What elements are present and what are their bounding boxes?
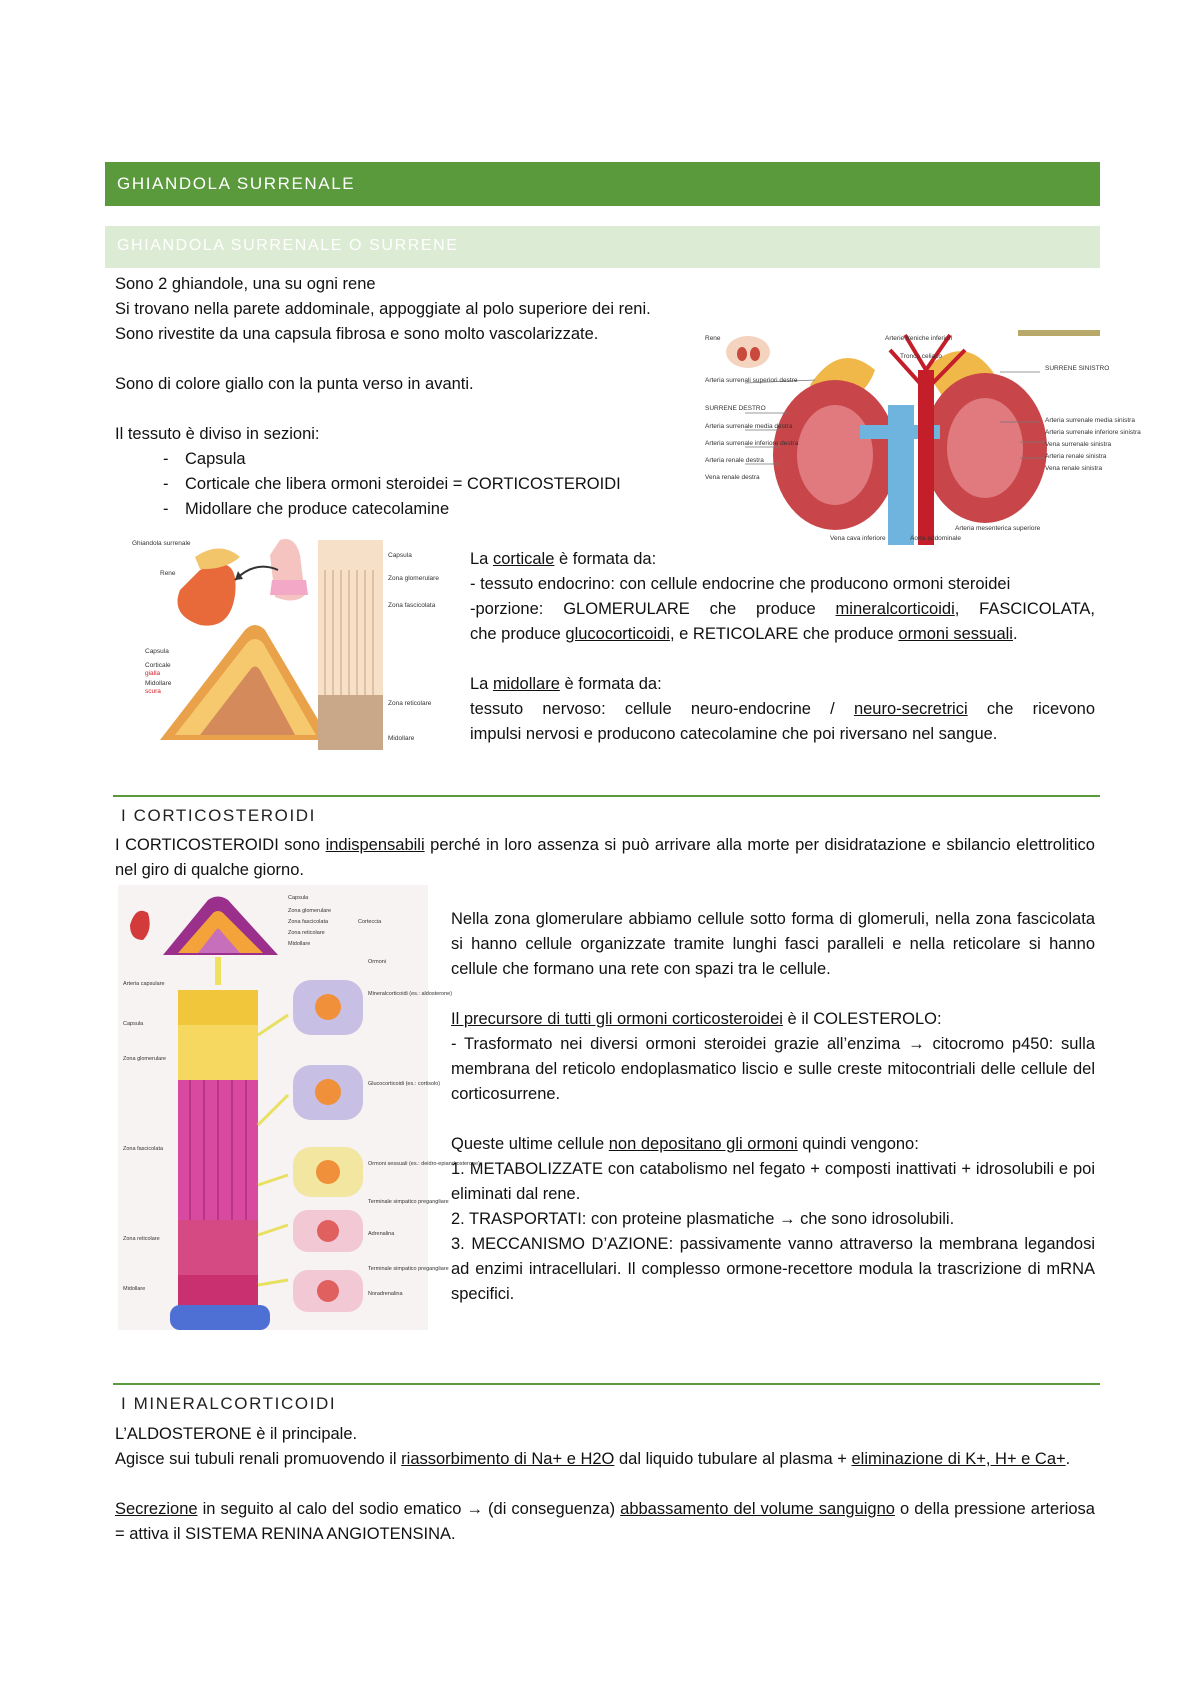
underlined-term: Secrezione xyxy=(115,1500,198,1518)
list-dash: - xyxy=(163,500,169,518)
medulla-intro xyxy=(470,672,662,697)
text: , e RETICOLARE che produce xyxy=(669,625,899,643)
zone-label: Terminale simpatico pregangliare xyxy=(368,1266,449,1272)
list-dash: - xyxy=(163,475,169,493)
text: . xyxy=(1012,625,1018,643)
mineral-line: L’ALDOSTERONE è il principale. xyxy=(115,1425,358,1443)
zone-label: Terminale simpatico pregangliare xyxy=(368,1199,449,1205)
text: in seguito al calo del sodio ematico → (di conseguenza) xyxy=(197,1500,621,1518)
image-strip xyxy=(1018,330,1100,336)
cortex-intro xyxy=(470,547,656,572)
text: perché in loro assenza si può arrivare alla morte per disidratazione e sbilancio elettrolitico nel giro di qualche giorno. xyxy=(115,836,1095,879)
underlined-term: non depositano gli ormoni xyxy=(608,1135,798,1153)
gland-label: Capsula xyxy=(145,648,169,655)
gland-label: Zona fascicolata xyxy=(388,602,436,609)
zone-label: Zona fascicolata xyxy=(123,1146,164,1152)
section-title: I CORTICOSTEROIDI xyxy=(121,806,317,825)
capsule-layer xyxy=(178,990,258,1025)
zone-label: Adrenalina xyxy=(368,1231,395,1237)
cortex-line xyxy=(470,597,1095,622)
medulla-vessel xyxy=(170,1305,270,1330)
text: dal liquido tubulare al plasma + xyxy=(614,1450,852,1468)
kidney-label: Arteria surrenale inferiore sinistra xyxy=(1045,429,1141,436)
intro-line: Sono 2 ghiandole, una su ogni rene xyxy=(115,275,376,293)
aorta xyxy=(918,370,934,545)
gland-label: Corticale xyxy=(145,662,171,669)
cortex-line xyxy=(470,622,1018,647)
text: La xyxy=(470,675,493,693)
zone-label: Midollare xyxy=(288,941,311,947)
section-title: I MINERALCORTICOIDI xyxy=(121,1394,337,1413)
underlined-term: corticale xyxy=(492,550,555,568)
zone-label: Mineralcorticoidi (es.: aldosterone) xyxy=(368,991,453,997)
text: La xyxy=(470,550,493,568)
storage-line xyxy=(451,1132,919,1157)
kidney-label: Arteria mesenterica superiore xyxy=(955,525,1041,532)
text: , FASCICOLATA, xyxy=(954,600,1096,618)
underlined-term: midollare xyxy=(492,675,560,693)
kidney-label: Vena renale sinistra xyxy=(1045,465,1103,472)
underlined-term: mineralcorticoidi xyxy=(835,600,955,618)
underlined-term: ormoni sessuali xyxy=(898,625,1013,643)
gland-label-colored: gialla xyxy=(145,670,161,677)
kidney-label: Vena surrenale sinistra xyxy=(1045,441,1112,448)
kidney-label: Vena cava inferiore xyxy=(830,535,886,542)
kidney-label: SURRENE SINISTRO xyxy=(1045,365,1110,372)
medulla-line xyxy=(470,697,1095,722)
kidney-label: Arteria surrenali superiori destre xyxy=(705,377,798,384)
intro-line: Sono di colore giallo con la punta verso in avanti. xyxy=(115,375,474,393)
zone-label: Zona reticolare xyxy=(123,1236,160,1242)
zone-label: Noradrenalina xyxy=(368,1291,403,1297)
zone-label: Ormoni xyxy=(368,959,387,965)
list-item-text: Corticale che libera ormoni steroidei = CORTICOSTEROIDI xyxy=(185,475,621,493)
list-dash: - xyxy=(163,450,169,468)
adrenal-kidney-figure xyxy=(700,330,1141,545)
zone-label: Ormoni sessuali (es.: deidro-epiandrosterone) xyxy=(368,1161,480,1167)
mineral-paragraph xyxy=(115,1447,1095,1472)
kidney-label: Arteria renale destra xyxy=(705,457,764,464)
underlined-term: glucocorticoidi xyxy=(565,625,670,643)
zones-paragraph: Nella zona glomerulare abbiamo cellule sotto forma di glomeruli, nella zona fascicolata si hanno cellule organizzate tramite lunghi fasci paralleli e nella reticolare si hanno cellule che formano una rete con spazi tra le cellule. xyxy=(451,910,1095,978)
text: è formata da: xyxy=(559,675,662,693)
reticular-layer xyxy=(178,1220,258,1275)
zone-label: Midollare xyxy=(123,1286,146,1292)
text: o della pressione arteriosa = attiva il SISTEMA RENINA ANGIOTENSINA. xyxy=(115,1500,1095,1543)
precursor-detail: - Trasformato nei diversi ormoni steroidei grazie all’enzima → citocromo p450: sulla membrana del reticolo endoplasmatico liscio e sulle creste mitocontriali delle cellule del corticosurrene. xyxy=(451,1035,1095,1103)
zone-label: Zona reticolare xyxy=(288,930,325,936)
list-item-text: Capsula xyxy=(185,450,246,468)
zone-label: Arteria capsulare xyxy=(123,981,165,987)
intro-line: Il tessuto è diviso in sezioni: xyxy=(115,425,320,443)
gland-label: Zona glomerulare xyxy=(388,575,439,582)
text: -porzione: GLOMERULARE che produce xyxy=(470,600,836,618)
zone-label: Glucocorticoidi (es.: cortisolo) xyxy=(368,1081,441,1087)
text: che ricevono xyxy=(967,700,1095,718)
text: tessuto nervoso: cellule neuro-endocrine / xyxy=(470,700,854,718)
gland-label: Ghiandola surrenale xyxy=(132,540,191,547)
list-item xyxy=(115,447,246,472)
gland-label: Rene xyxy=(160,570,176,577)
precursor-line xyxy=(451,1007,942,1032)
kidney-label: Rene xyxy=(705,335,721,342)
section-header xyxy=(105,162,1100,206)
fate-item: 2. TRASPORTATI: con proteine plasmatiche → che sono idrosolubili. xyxy=(451,1210,955,1228)
zone-label: Capsula xyxy=(123,1021,144,1027)
gland-label: Zona reticolare xyxy=(388,700,432,707)
cortex-zones-figure xyxy=(118,885,480,1330)
intro-line: Sono rivestite da una capsula fibrosa e sono molto vascolarizzate. xyxy=(115,325,599,343)
underlined-term: Il precursore di tutti gli ormoni corticosteroidei xyxy=(451,1010,783,1028)
section-corticosteroidi-header xyxy=(113,795,1100,826)
text: è formata da: xyxy=(554,550,657,568)
mineral-paragraph xyxy=(115,1497,1095,1547)
gland-label: Midollare xyxy=(388,735,415,742)
text: Queste ultime cellule xyxy=(451,1135,609,1153)
adrenal-section-figure xyxy=(130,535,455,755)
section-title: GHIANDOLA SURRENALE xyxy=(117,174,356,193)
text: I CORTICOSTEROIDI sono xyxy=(115,836,326,854)
kidney-label: Vena renale destra xyxy=(705,474,760,481)
kidney-label: SURRENE DESTRO xyxy=(705,405,766,412)
gland-label: Capsula xyxy=(388,552,412,559)
kidney-label: Tronco celiaco xyxy=(900,353,943,360)
zone-label: Capsula xyxy=(288,895,309,901)
kidney-label: Arteria renale sinistra xyxy=(1045,453,1107,460)
kidney-label: Arteria surrenale media destra xyxy=(705,423,793,430)
fate-item: 1. METABOLIZZATE con catabolismo nel fegato + composti inattivati + idrosolubili e poi eliminati dal rene. xyxy=(451,1160,1095,1203)
zone-label: Zona fascicolata xyxy=(288,919,329,925)
list-item xyxy=(115,472,621,497)
section-mineralcorticoidi-header xyxy=(113,1383,1100,1414)
text: che produce xyxy=(470,625,566,643)
medulla-line: impulsi nervosi e producono catecolamine che poi riversano nel sangue. xyxy=(470,725,998,743)
text: è il COLESTEROLO: xyxy=(782,1010,942,1028)
kidney-label: Arteria surrenale media sinistra xyxy=(1045,417,1135,424)
zone-label: Corteccia xyxy=(358,919,382,925)
zone-label: Zona glomerulare xyxy=(123,1056,167,1062)
cortico-paragraph xyxy=(115,833,1095,883)
text: . xyxy=(1065,1450,1071,1468)
underlined-term: riassorbimento di Na+ e H2O xyxy=(401,1450,615,1468)
underlined-term: indispensabili xyxy=(325,836,425,854)
zone-label: Zona glomerulare xyxy=(288,908,332,914)
underlined-term: abbassamento del volume sanguigno xyxy=(620,1500,895,1518)
kidney-label: Aorta addominale xyxy=(910,535,961,542)
underlined-term: neuro-secretrici xyxy=(853,700,968,718)
subsection-title: GHIANDOLA SURRENALE O SURRENE xyxy=(117,237,459,254)
kidney-label: Arterie freniche inferiori xyxy=(885,335,953,342)
fate-item: 3. MECCANISMO D’AZIONE: passivamente vanno attraverso la membrana legandosi ad enzimi intracellulari. Il complesso ormone-recettore modula la trascrizione di mRNA specifici. xyxy=(451,1235,1095,1303)
subsection-header xyxy=(105,226,1100,268)
kidney-label: Arteria surrenale inferiore destra xyxy=(705,440,799,447)
cortex-line: - tessuto endocrino: con cellule endocrine che producono ormoni steroidei xyxy=(470,575,1011,593)
text: quindi vengono: xyxy=(797,1135,919,1153)
underlined-term: eliminazione di K+, H+ e Ca+ xyxy=(851,1450,1066,1468)
gland-label: Midollare xyxy=(145,680,172,687)
gland-label-colored: scura xyxy=(145,688,161,695)
list-item-text: Midollare che produce catecolamine xyxy=(185,500,450,518)
list-item xyxy=(115,497,449,522)
text: Agisce sui tubuli renali promuovendo il xyxy=(115,1450,402,1468)
intro-line: Si trovano nella parete addominale, appoggiate al polo superiore dei reni. xyxy=(115,300,651,318)
